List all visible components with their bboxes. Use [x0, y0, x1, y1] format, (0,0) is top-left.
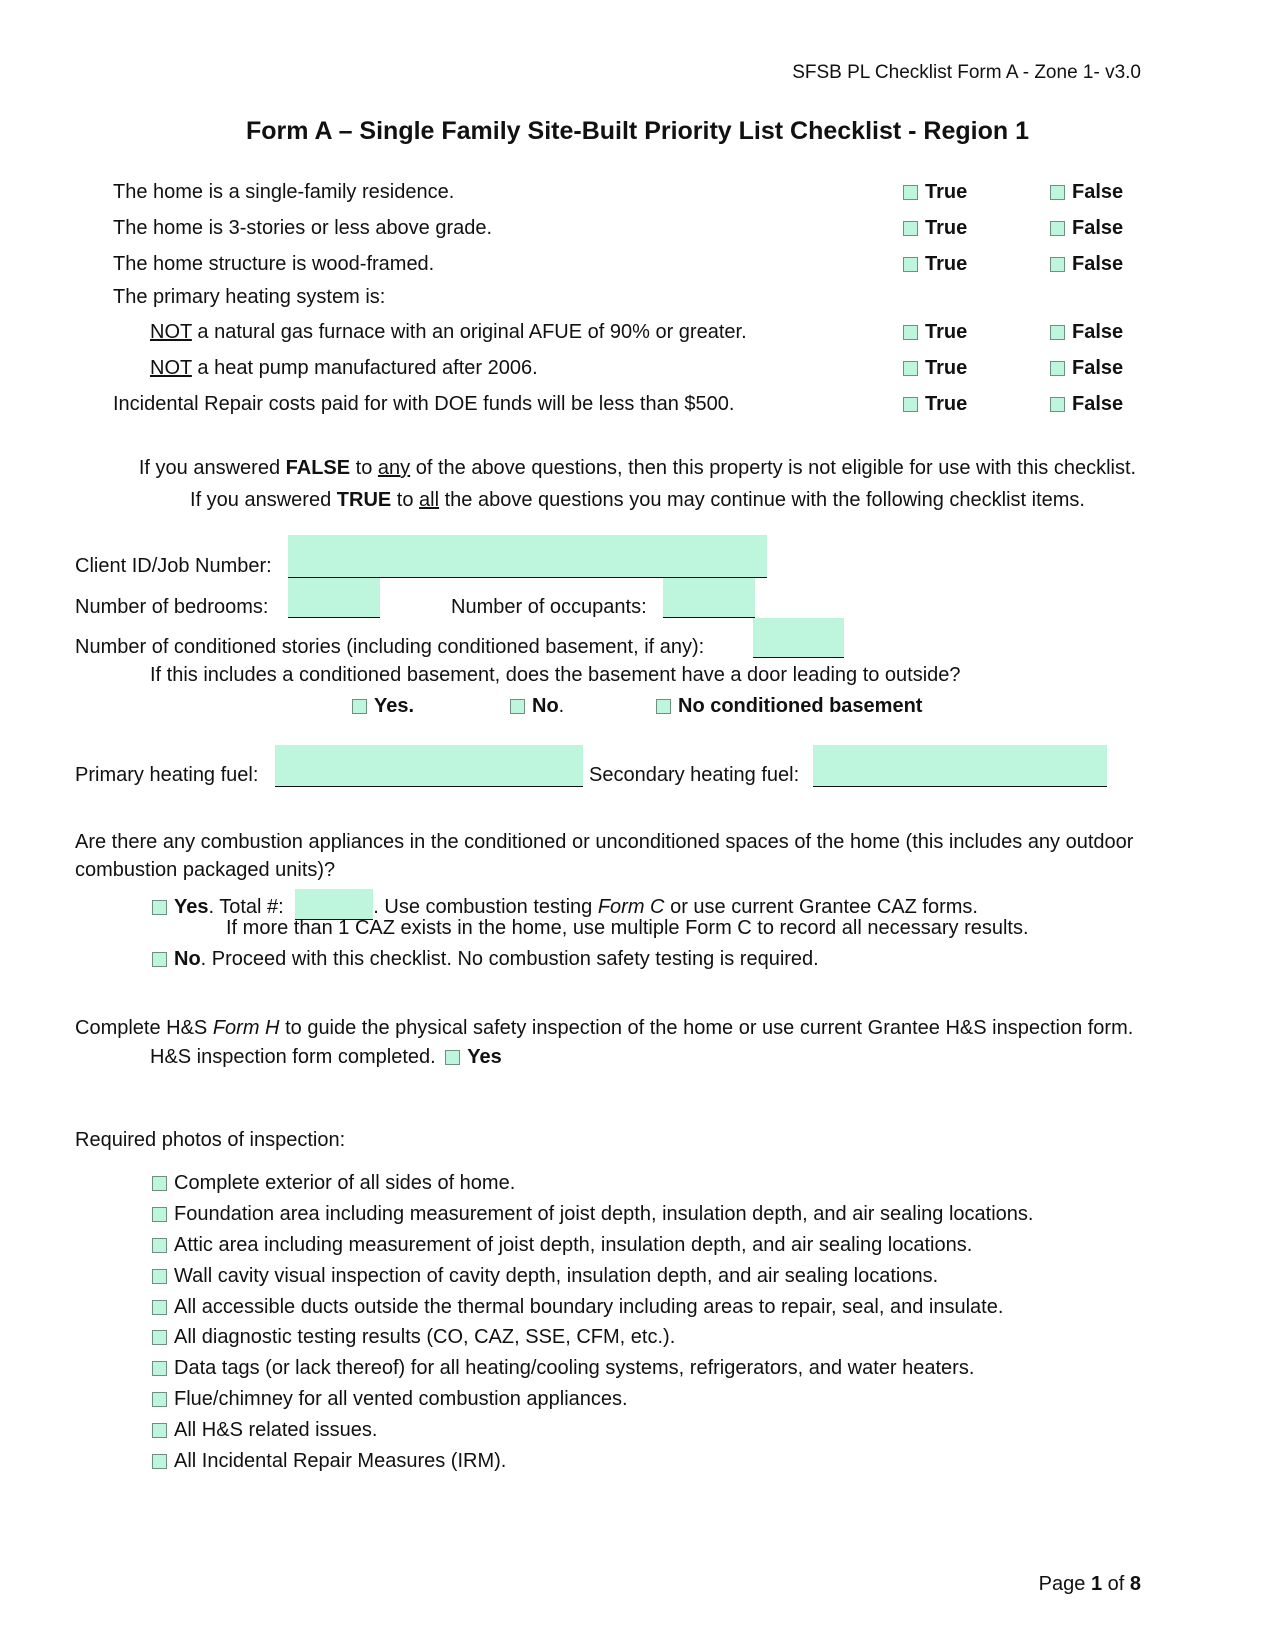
not-emphasis: NOT	[150, 321, 192, 343]
checkbox[interactable]	[903, 325, 918, 340]
checkbox[interactable]	[1050, 257, 1065, 272]
checkbox[interactable]	[903, 397, 918, 412]
stories-underline	[753, 657, 844, 658]
photos-heading: Required photos of inspection:	[75, 1129, 346, 1151]
question-text: a natural gas furnace with an original AFUE of 90% or greater.	[197, 321, 747, 343]
q4b-false-option[interactable]: False	[1050, 356, 1123, 380]
combustion-no-row: No. Proceed with this checklist. No combustion safety testing is required.	[152, 947, 819, 971]
occupants-label: Number of occupants:	[451, 596, 647, 618]
q5-false-option[interactable]: False	[1050, 392, 1123, 416]
checkbox[interactable]	[152, 1238, 167, 1253]
q5-true-option[interactable]: True	[903, 392, 967, 416]
question-not-gas-furnace	[150, 320, 747, 344]
bedrooms-label: Number of bedrooms:	[75, 596, 269, 618]
photo-item[interactable]: Foundation area including measurement of joist depth, insulation depth, and air sealing locations.	[152, 1202, 1033, 1226]
question-text: a heat pump manufactured after 2006.	[197, 357, 538, 379]
checkbox[interactable]	[152, 1269, 167, 1284]
photo-item[interactable]: Attic area including measurement of joist depth, insulation depth, and air sealing locations.	[152, 1233, 972, 1257]
secondary-fuel-underline	[813, 786, 1107, 787]
page-title: Form A – Single Family Site-Built Priority List Checklist - Region 1	[245, 117, 1029, 145]
bedrooms-input[interactable]	[288, 578, 380, 617]
bedrooms-underline	[288, 617, 380, 618]
instruction-false: If you answered FALSE to any of the above questions, then this property is not eligible for use with this checklist.	[138, 457, 1137, 479]
photo-item[interactable]: All diagnostic testing results (CO, CAZ, SSE, CFM, etc.).	[152, 1325, 675, 1349]
basement-question: If this includes a conditioned basement, does the basement have a door leading to outside?	[150, 664, 961, 686]
hs-completed-row: H&S inspection form completed. Yes	[150, 1046, 502, 1068]
basement-yes-option[interactable]: Yes.	[352, 694, 414, 718]
question-incidental-repair: Incidental Repair costs paid for with DOE funds will be less than $500.	[113, 393, 735, 415]
photo-item[interactable]: All accessible ducts outside the thermal boundary including areas to repair, seal, and insulate.	[152, 1295, 1003, 1319]
question-stories: The home is 3-stories or less above grade.	[113, 217, 493, 239]
question-wood-framed: The home structure is wood-framed.	[113, 253, 435, 275]
checkbox[interactable]	[510, 699, 525, 714]
secondary-fuel-label: Secondary heating fuel:	[589, 764, 800, 786]
photo-item[interactable]: Wall cavity visual inspection of cavity depth, insulation depth, and air sealing locations.	[152, 1264, 938, 1288]
checkbox[interactable]	[152, 1423, 167, 1438]
checkbox[interactable]	[1050, 221, 1065, 236]
no-basement-option[interactable]: No conditioned basement	[656, 694, 922, 718]
combustion-yes-checkbox[interactable]	[152, 900, 167, 915]
stories-label: Number of conditioned stories (including conditioned basement, if any):	[75, 636, 705, 658]
checkbox[interactable]	[152, 1392, 167, 1407]
stories-input[interactable]	[753, 618, 844, 657]
checkbox[interactable]	[1050, 185, 1065, 200]
checkbox[interactable]	[1050, 397, 1065, 412]
q2-true-option[interactable]: True	[903, 216, 967, 240]
checkbox[interactable]	[152, 1300, 167, 1315]
combustion-question-line2: combustion packaged units)?	[75, 859, 336, 881]
q2-false-option[interactable]: False	[1050, 216, 1123, 240]
primary-fuel-input[interactable]	[275, 745, 583, 786]
checkbox[interactable]	[903, 361, 918, 376]
checkbox[interactable]	[1050, 325, 1065, 340]
photo-item[interactable]: Data tags (or lack thereof) for all heating/cooling systems, refrigerators, and water heaters.	[152, 1356, 974, 1380]
q3-false-option[interactable]: False	[1050, 252, 1123, 276]
secondary-fuel-input[interactable]	[813, 745, 1107, 786]
q1-false-option[interactable]: False	[1050, 180, 1123, 204]
hs-yes-checkbox[interactable]	[445, 1050, 460, 1065]
page-number: Page 1 of 8	[1038, 1573, 1141, 1595]
client-id-input[interactable]	[288, 535, 767, 577]
question-primary-heating: The primary heating system is:	[113, 286, 386, 308]
checkbox[interactable]	[152, 1207, 167, 1222]
multiple-caz-note: If more than 1 CAZ exists in the home, use multiple Form C to record all necessary results.	[226, 917, 1029, 939]
checkbox[interactable]	[152, 1361, 167, 1376]
question-not-heat-pump	[150, 356, 538, 380]
checkbox[interactable]	[656, 699, 671, 714]
photo-item[interactable]: Complete exterior of all sides of home.	[152, 1171, 515, 1195]
photo-item[interactable]: Flue/chimney for all vented combustion appliances.	[152, 1387, 628, 1411]
q4b-true-option[interactable]: True	[903, 356, 967, 380]
photo-item[interactable]: All Incidental Repair Measures (IRM).	[152, 1449, 506, 1473]
primary-fuel-underline	[275, 786, 583, 787]
question-single-family: The home is a single-family residence.	[113, 181, 455, 203]
checkbox[interactable]	[1050, 361, 1065, 376]
not-emphasis: NOT	[150, 357, 192, 379]
instruction-true: If you answered TRUE to all the above questions you may continue with the following checklist items.	[190, 489, 1085, 511]
combustion-question-line1: Are there any combustion appliances in the conditioned or unconditioned spaces of the home (this includes any outdoor	[75, 831, 1134, 853]
checkbox[interactable]	[903, 185, 918, 200]
basement-no-option[interactable]: No.	[510, 694, 564, 718]
checkbox[interactable]	[903, 257, 918, 272]
combustion-yes-row: Yes. Total #: . Use combustion testing Form C or use current Grantee CAZ forms.	[152, 889, 978, 920]
q1-true-option[interactable]: True	[903, 180, 967, 204]
checkbox[interactable]	[152, 1330, 167, 1345]
primary-fuel-label: Primary heating fuel:	[75, 764, 259, 786]
checkbox[interactable]	[352, 699, 367, 714]
checkbox[interactable]	[152, 1176, 167, 1191]
hs-instruction: Complete H&S Form H to guide the physical safety inspection of the home or use current Grantee H&S inspection form.	[75, 1017, 1134, 1039]
photo-item[interactable]: All H&S related issues.	[152, 1418, 377, 1442]
form-id-header: SFSB PL Checklist Form A - Zone 1- v3.0	[792, 62, 1141, 83]
checkbox[interactable]	[152, 1454, 167, 1469]
occupants-input[interactable]	[663, 578, 755, 617]
combustion-no-checkbox[interactable]	[152, 952, 167, 967]
client-id-label: Client ID/Job Number:	[75, 555, 272, 577]
checkbox[interactable]	[903, 221, 918, 236]
q3-true-option[interactable]: True	[903, 252, 967, 276]
q4a-true-option[interactable]: True	[903, 320, 967, 344]
q4a-false-option[interactable]: False	[1050, 320, 1123, 344]
occupants-underline	[663, 617, 755, 618]
